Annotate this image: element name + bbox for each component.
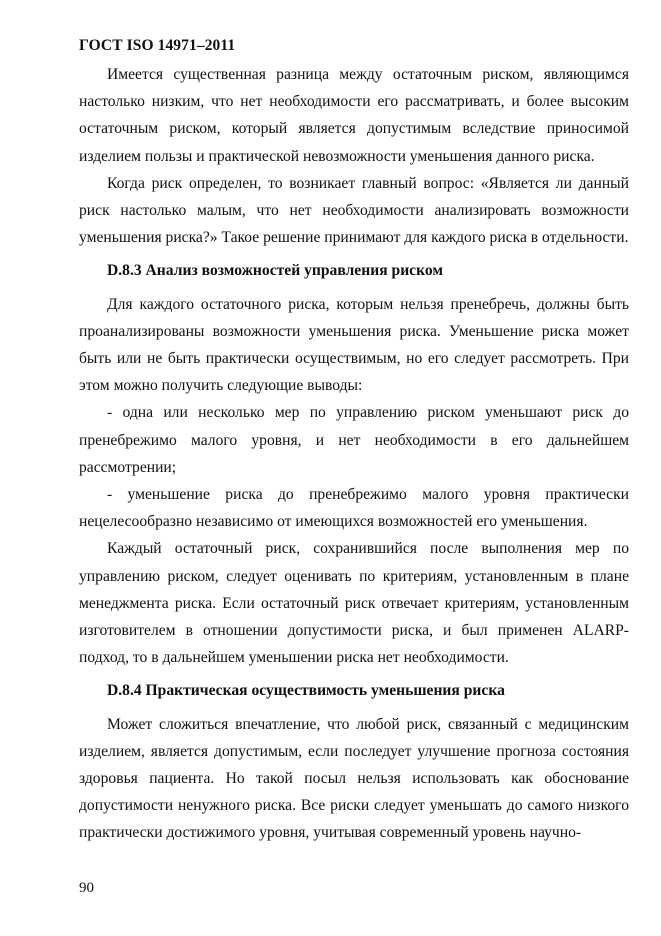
paragraph-risk-control-analysis: Для каждого остаточного риска, которым нельзя пренебречь, должны быть проанализированы возможности уменьшения риска. Уменьшение риска может быть или не быть практически осуществимым, но его следует рассмотреть. При этом можно получить следующие выводы:: [79, 295, 629, 395]
paragraph-residual-risk-evaluation: Каждый остаточный риск, сохранившийся после выполнения мер по управлению риском, следует оценивать по критериям, установленным в плане менеджмента риска. Если остаточный риск отвечает критериям, установленным изготовителем в отношении допустимости риска, и был применен ALARP-подход, то в дальнейшем уменьшении риска нет необходимости.: [79, 540, 629, 667]
page-number: 90: [79, 880, 94, 896]
standard-header: ГОСТ ISO 14971–2011: [79, 37, 236, 54]
section-heading-d83: D.8.3 Анализ возможностей управления риском: [107, 262, 444, 280]
section-heading-d84: D.8.4 Практическая осуществимость уменьшения риска: [107, 682, 505, 700]
paragraph-residual-risk-difference: Имеется существенная разница между остаточным риском, являющимся настолько низким, что нет необходимости его рассматривать, и более высоким остаточным риском, который является допустимым вследствие приносимой изделием пользы и практической невозможности уменьшения данного риска.: [79, 66, 629, 165]
paragraph-main-question: Когда риск определен, то возникает главный вопрос: «Является ли данный риск настолько малым, что нет необходимости анализировать возможности уменьшения риска?» Такое решение принимают для каждого риска в отдельности.: [79, 174, 629, 247]
list-item-impractical-reduction: - уменьшение риска до пренебрежимо малого уровня практически нецелесообразно независимо от имеющихся возможностей его уменьшения.: [79, 486, 629, 531]
page-content: [79, 61, 629, 847]
list-item-negligible-level: - одна или несколько мер по управлению риском уменьшают риск до пренебрежимо малого уровня, и нет необходимости в его дальнейшем рассмотрении;: [79, 404, 629, 476]
paragraph-practicability: Может сложиться впечатление, что любой риск, связанный с медицинским изделием, является допустимым, если последует улучшение прогноза состояния здоровья пациента. Но такой посыл нельзя использовать как обоснование допустимости ненужного риска. Все риски следует уменьшать до самого низкого практически достижимого уровня, учитывая современный уровень научно-: [79, 715, 629, 842]
